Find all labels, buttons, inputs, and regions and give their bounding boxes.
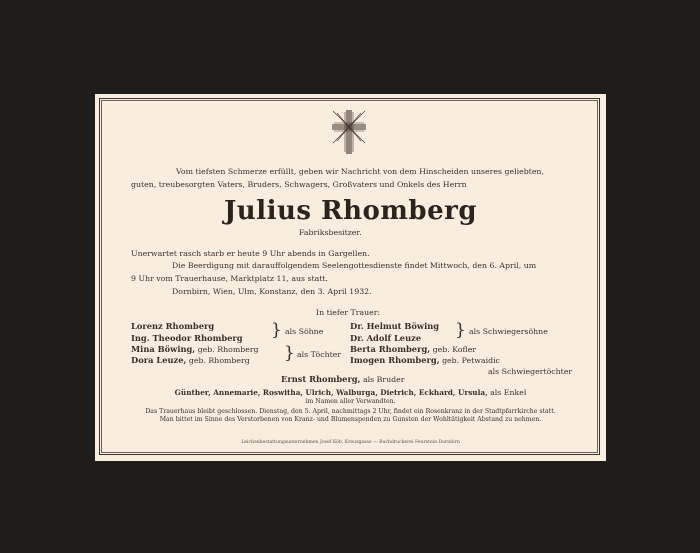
daughter-entry (131, 345, 259, 354)
daughter-in-law-entry (350, 356, 500, 365)
mourning-heading: In tiefer Trauer: (316, 308, 381, 317)
intro-line-1: Vom tiefsten Schmerze erfüllt, geben wir Nachricht von dem Hinscheiden unseres geliebten, (176, 167, 544, 176)
daughter-in-law-name: Berta Rhomberg, (350, 344, 431, 354)
notice-line-2: Man bittet im Sinne des Verstorbenen von Kranz- und Blumenspenden zu Gunsten der Wohltätigkeit Abstand zu nehmen. (159, 416, 542, 423)
cross-icon (329, 108, 369, 156)
notice-line-1: Das Trauerhaus bleibt geschlossen. Dienstag, den 5. April, nachmittags 2 Uhr, findet ein Rosenkranz in der Stadtpfarrkirche statt. (145, 408, 556, 415)
printer-line: Leichenbestattungsunternehmen Josef Köb, Kreuzgasse — Buchdruckerei Feurstein Dornbirn (241, 440, 460, 445)
son-name: Lorenz Rhomberg (131, 321, 215, 331)
daughter-in-law-note: geb. Kofler (432, 345, 477, 354)
sons-in-law-label: als Schwiegersöhne (469, 327, 548, 336)
daughter-in-law-name: Imogen Rhomberg, (350, 355, 440, 365)
funeral-line-2: 9 Uhr vom Trauerhause, Marktplatz 11, aus statt. (131, 274, 329, 283)
deceased-name: Julius Rhomberg (223, 196, 477, 226)
son-name: Ing. Theodor Rhomberg (131, 333, 243, 343)
intro-line-2: guten, treubesorgten Vaters, Bruders, Schwagers, Großvaters und Onkels des Herrn (131, 180, 467, 189)
relatives-line: im Namen aller Verwandten. (305, 398, 396, 405)
grandchildren-entry (95, 389, 606, 397)
brace: } (271, 320, 282, 340)
death-line: Unerwartet rasch starb er heute 9 Uhr abends in Gargellen. (131, 249, 370, 258)
son-in-law-name: Dr. Adolf Leuze (350, 333, 422, 343)
daughter-in-law-note: geb. Petwaidic (442, 356, 500, 365)
daughter-note: geb. Rhomberg (197, 345, 259, 354)
daughter-in-law-entry (350, 345, 476, 354)
daughter-entry (131, 356, 250, 365)
daughter-note: geb. Rhomberg (188, 356, 250, 365)
daughters-in-law-label: als Schwiegertöchter (488, 367, 573, 376)
place-date: Dornbirn, Wien, Ulm, Konstanz, den 3. April 1932. (172, 287, 372, 296)
daughter-name: Dora Leuze, (131, 355, 187, 365)
brother-label: als Bruder (363, 375, 405, 384)
grandchildren-label: als Enkel (490, 388, 527, 397)
daughter-name: Mina Böwing, (131, 344, 196, 354)
funeral-line-1: Die Beerdigung mit darauffolgendem Seelengottesdienste findet Mittwoch, den 6. April, um (172, 261, 537, 270)
brother-entry (281, 375, 404, 384)
occupation: Fabriksbesitzer. (299, 228, 362, 237)
sons-label: als Söhne (285, 327, 324, 336)
grandchildren-names: Günther, Annemarie, Roswitha, Ulrich, Walburga, Dietrich, Eckhard, Ursula, (174, 388, 488, 397)
brace: } (284, 343, 295, 363)
daughters-label: als Töchter (297, 350, 342, 359)
brace: } (455, 320, 466, 340)
brother-name: Ernst Rhomberg, (281, 374, 361, 384)
son-in-law-name: Dr. Helmut Böwing (350, 321, 440, 331)
